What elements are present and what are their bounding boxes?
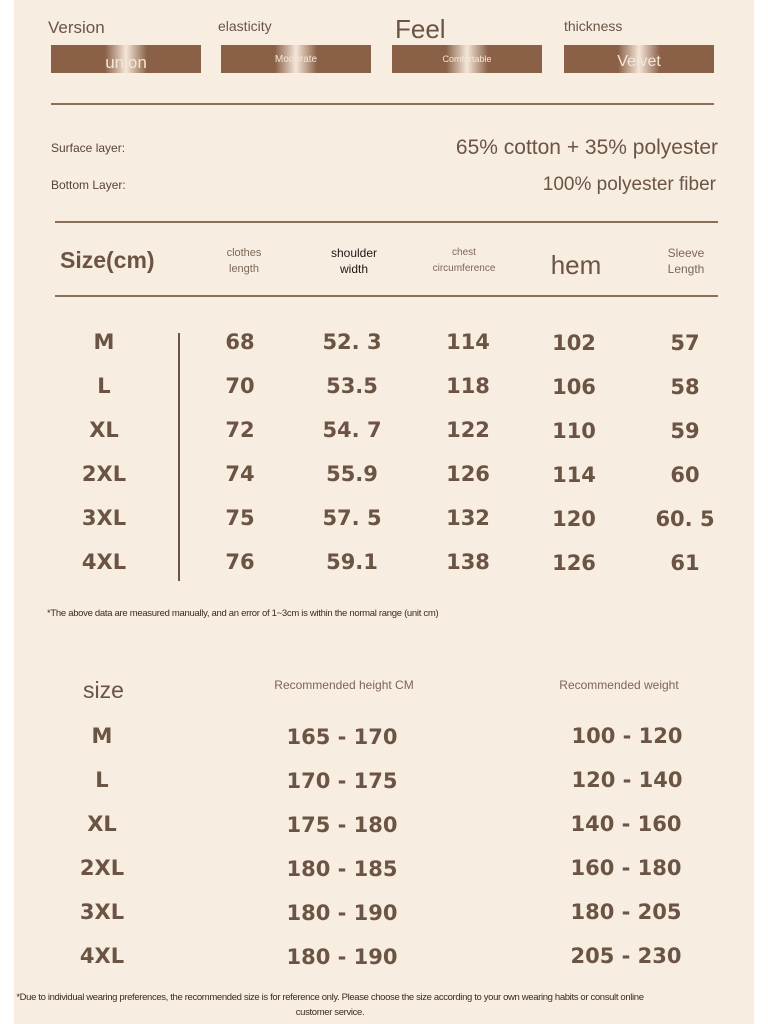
size-cell: L — [97, 374, 111, 398]
hem-cell: 102 — [552, 331, 596, 355]
chest-cell: 138 — [446, 550, 490, 574]
sleeve-cell: 60. 5 — [655, 507, 715, 531]
shoulder-cell: 59.1 — [326, 550, 378, 574]
rec-height-cell: 180 - 190 — [286, 945, 398, 969]
shoulder-cell: 52. 3 — [322, 330, 382, 354]
attr-elasticity-value: Moderate — [274, 54, 318, 65]
rec-weight-cell: 140 - 160 — [570, 812, 682, 836]
attr-version-label: Version — [48, 18, 105, 37]
length-cell: 70 — [225, 374, 255, 398]
shoulder-cell: 55.9 — [326, 462, 378, 486]
shoulder-cell: 57. 5 — [322, 506, 382, 530]
bottom-layer-value: 100% polyester fiber — [542, 174, 716, 195]
attr-feel-value: Comfortable — [442, 54, 492, 64]
rec-height-cell: 180 - 190 — [286, 901, 398, 925]
size-cell: M — [93, 330, 115, 354]
rec-size-cell: XL — [87, 812, 117, 836]
attr-elasticity-bar — [221, 45, 371, 73]
recommendation-note-line: customer service. — [295, 1007, 365, 1018]
shoulder-width-header: shoulder width — [330, 246, 378, 276]
rec-size-header: size — [83, 677, 124, 703]
size-cell: 4XL — [81, 550, 127, 574]
hem-cell: 120 — [552, 507, 596, 531]
hem-header: hem — [550, 250, 602, 280]
attr-version-value: union — [105, 53, 147, 72]
attr-thickness-label: thickness — [564, 18, 623, 34]
rec-size-cell: 3XL — [79, 900, 125, 924]
sleeve-cell: 58 — [670, 375, 700, 399]
divider — [51, 103, 714, 105]
length-cell: 74 — [225, 462, 255, 486]
hem-cell: 114 — [552, 463, 596, 487]
size-cell: XL — [89, 418, 119, 442]
divider — [55, 221, 718, 223]
attr-feel-label: Feel — [395, 14, 446, 44]
hem-cell: 106 — [552, 375, 596, 399]
recommendation-note-line: *Due to individual wearing preferences, the recommended size is for reference only. Please choose the size according to your own wearing habits or consult online — [16, 992, 644, 1003]
length-cell: 68 — [225, 330, 255, 354]
sleeve-length-header: Sleeve Length — [667, 246, 705, 276]
shoulder-cell: 53.5 — [326, 374, 378, 398]
rec-size-cell: 4XL — [79, 944, 125, 968]
shoulder-cell: 54. 7 — [322, 418, 382, 442]
attr-thickness-bar — [564, 45, 714, 73]
hem-cell: 110 — [552, 419, 596, 443]
sleeve-cell: 57 — [670, 331, 700, 355]
size-cell: 2XL — [81, 462, 127, 486]
rec-weight-cell: 100 - 120 — [571, 724, 683, 748]
column-divider — [178, 333, 180, 581]
rec-weight-cell: 160 - 180 — [570, 856, 682, 880]
rec-weight-cell: 180 - 205 — [570, 900, 682, 924]
rec-size-cell: L — [95, 768, 109, 792]
rec-weight-header: Recommended weight — [559, 678, 679, 692]
chest-cell: 114 — [446, 330, 490, 354]
rec-size-cell: M — [91, 724, 113, 748]
hem-cell: 126 — [552, 551, 596, 575]
sleeve-cell: 59 — [670, 419, 700, 443]
surface-layer-label: Surface layer: — [51, 141, 126, 155]
rec-weight-cell: 205 - 230 — [570, 944, 682, 968]
rec-weight-cell: 120 - 140 — [571, 768, 683, 792]
size-header: Size(cm) — [60, 247, 155, 273]
sleeve-cell: 61 — [670, 551, 700, 575]
chest-circumference-header: chest circumference — [432, 247, 496, 274]
attr-elasticity-label: elasticity — [218, 18, 272, 34]
divider — [55, 295, 718, 297]
rec-height-cell: 170 - 175 — [286, 769, 398, 793]
clothes-length-header: clothes length — [226, 247, 262, 275]
chest-cell: 132 — [446, 506, 490, 530]
chest-cell: 122 — [446, 418, 490, 442]
length-cell: 76 — [225, 550, 255, 574]
bottom-layer-label: Bottom Layer: — [51, 178, 126, 192]
sleeve-cell: 60 — [670, 463, 700, 487]
rec-height-cell: 175 - 180 — [286, 813, 398, 837]
attr-feel-bar — [392, 45, 542, 73]
surface-layer-value: 65% cotton + 35% polyester — [455, 136, 718, 159]
chest-cell: 126 — [446, 462, 490, 486]
size-cell: 3XL — [81, 506, 127, 530]
length-cell: 75 — [225, 506, 255, 530]
chest-cell: 118 — [446, 374, 490, 398]
rec-height-cell: 165 - 170 — [286, 725, 398, 749]
length-cell: 72 — [225, 418, 255, 442]
rec-size-cell: 2XL — [79, 856, 125, 880]
attr-version-bar — [51, 45, 201, 73]
measurement-note: *The above data are measured manually, and an error of 1~3cm is within the normal range (unit cm) — [47, 608, 439, 619]
recommendation-note — [10, 990, 650, 1020]
rec-height-cell: 180 - 185 — [286, 857, 398, 881]
rec-height-header: Recommended height CM — [274, 678, 414, 692]
attr-thickness-value: Velvet — [617, 53, 661, 70]
